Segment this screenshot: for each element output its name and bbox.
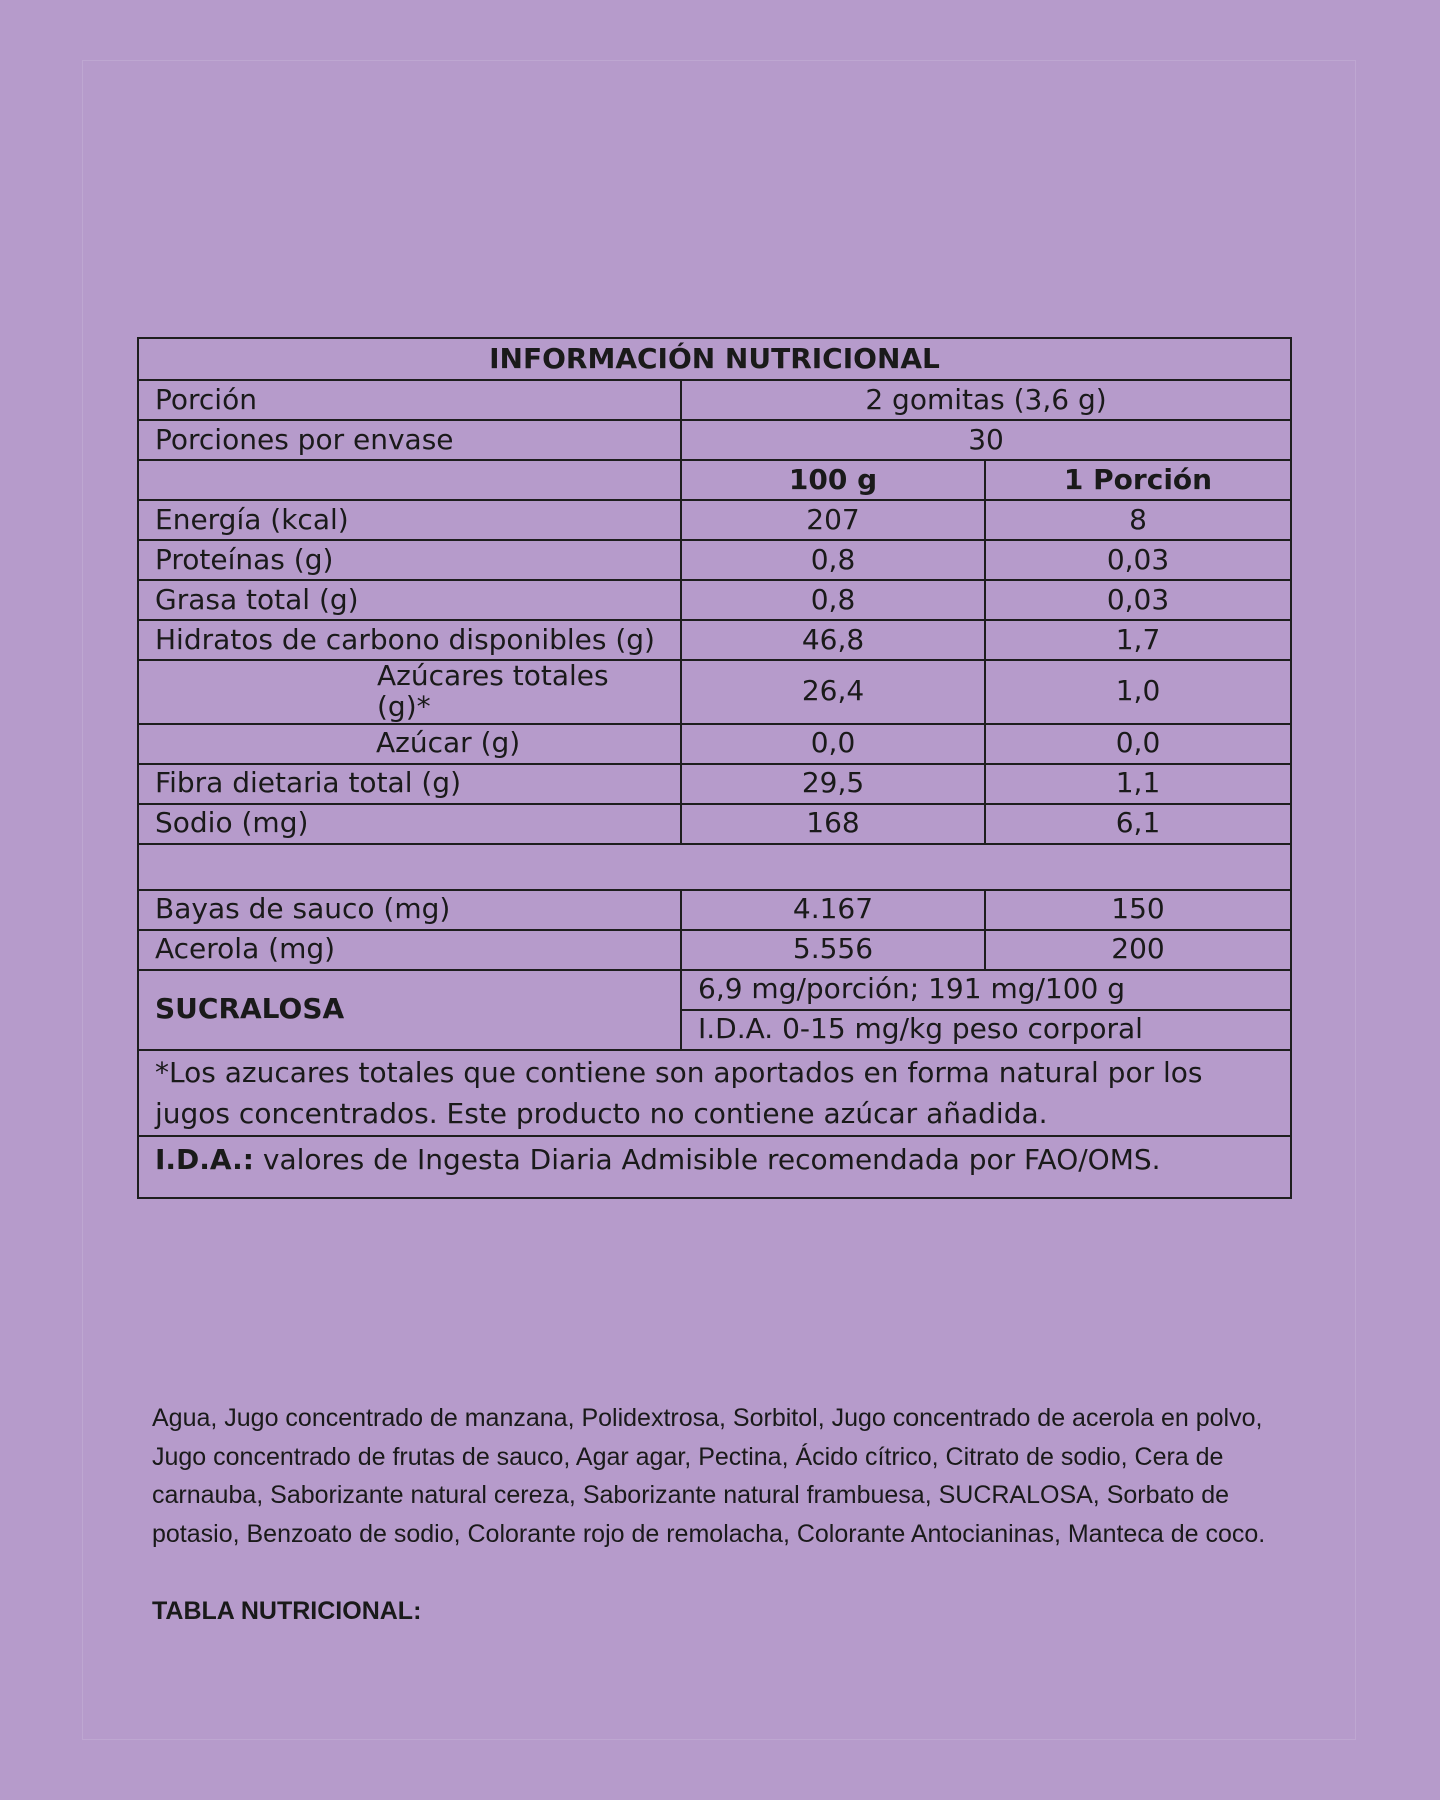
ingredients-list: Agua, Jugo concentrado de manzana, Polidextrosa, Sorbitol, Jugo concentrado de acerola en polvo, Jugo concentrado de frutas de sauco, Agar agar, Pectina, Ácido cítrico, Citrato de sodio, Cera de carnauba, Saborizante natural cereza, Saborizante natural frambuesa, SUCRALOSA, Sorbato de potasio, Benzoato de sodio, Colorante rojo de remolacha, Colorante Antocianinas, Manteca de coco.: [152, 1404, 1266, 1548]
table-row: [138, 890, 1291, 930]
row-label: Hidratos de carbono disponibles (g): [138, 620, 681, 660]
row-per-portion: 0,0: [985, 724, 1291, 764]
nutrition-facts-table: [137, 337, 1292, 1199]
sucralose-ida: I.D.A. 0-15 mg/kg peso corporal: [681, 1010, 1291, 1050]
row-per-100g: 4.167: [681, 890, 985, 930]
servings-label: Porciones por envase: [138, 420, 681, 460]
row-label: Azúcar (g): [138, 724, 681, 764]
row-per-100g: 26,4: [681, 660, 985, 724]
row-per-100g: 46,8: [681, 620, 985, 660]
row-per-portion: 200: [985, 930, 1291, 970]
table-row: [138, 660, 1291, 724]
row-per-portion: 1,0: [985, 660, 1291, 724]
header-per-100g: 100 g: [681, 460, 985, 500]
row-label: Proteínas (g): [138, 540, 681, 580]
row-label: Fibra dietaria total (g): [138, 764, 681, 804]
row-per-100g: 207: [681, 500, 985, 540]
sucralose-label: SUCRALOSA: [138, 970, 681, 1050]
row-label: Energía (kcal): [138, 500, 681, 540]
table-row: [138, 620, 1291, 660]
row-per-portion: 6,1: [985, 804, 1291, 844]
table-row: [138, 540, 1291, 580]
header-per-portion: 1 Porción: [985, 460, 1291, 500]
row-per-portion: 8: [985, 500, 1291, 540]
row-per-portion: 0,03: [985, 580, 1291, 620]
table-row: [138, 724, 1291, 764]
row-label: Grasa total (g): [138, 580, 681, 620]
table-row: [138, 580, 1291, 620]
row-per-100g: 29,5: [681, 764, 985, 804]
portion-value: 2 gomitas (3,6 g): [681, 380, 1291, 420]
spacer-row: [138, 844, 1291, 890]
servings-value: 30: [681, 420, 1291, 460]
row-label: Acerola (mg): [138, 930, 681, 970]
row-per-portion: 0,03: [985, 540, 1291, 580]
row-per-100g: 0,8: [681, 580, 985, 620]
table-row: [138, 804, 1291, 844]
row-per-100g: 168: [681, 804, 985, 844]
section-heading: TABLA NUTRICIONAL:: [152, 1597, 422, 1625]
table-row: [138, 930, 1291, 970]
row-per-100g: 5.556: [681, 930, 985, 970]
header-empty-cell: [138, 460, 681, 500]
row-label: Sodio (mg): [138, 804, 681, 844]
row-label: Bayas de sauco (mg): [138, 890, 681, 930]
row-per-portion: 1,7: [985, 620, 1291, 660]
row-per-100g: 0,8: [681, 540, 985, 580]
sucralose-dose: 6,9 mg/porción; 191 mg/100 g: [681, 970, 1291, 1010]
table-row: [138, 500, 1291, 540]
row-label: Azúcares totales (g)*: [138, 660, 681, 724]
row-per-100g: 0,0: [681, 724, 985, 764]
portion-label: Porción: [138, 380, 681, 420]
row-per-portion: 150: [985, 890, 1291, 930]
ida-text: valores de Ingesta Diaria Admisible recomendada por FAO/OMS.: [253, 1142, 1161, 1176]
table-row: [138, 764, 1291, 804]
row-per-portion: 1,1: [985, 764, 1291, 804]
sugar-footnote: *Los azucares totales que contiene son aportados en forma natural por los jugos concentrados. Este producto no contiene azúcar añadida.: [138, 1050, 1291, 1136]
ida-abbreviation: I.D.A.:: [155, 1142, 254, 1176]
table-title: INFORMACIÓN NUTRICIONAL: [138, 338, 1291, 380]
ida-definition: [138, 1136, 1291, 1198]
